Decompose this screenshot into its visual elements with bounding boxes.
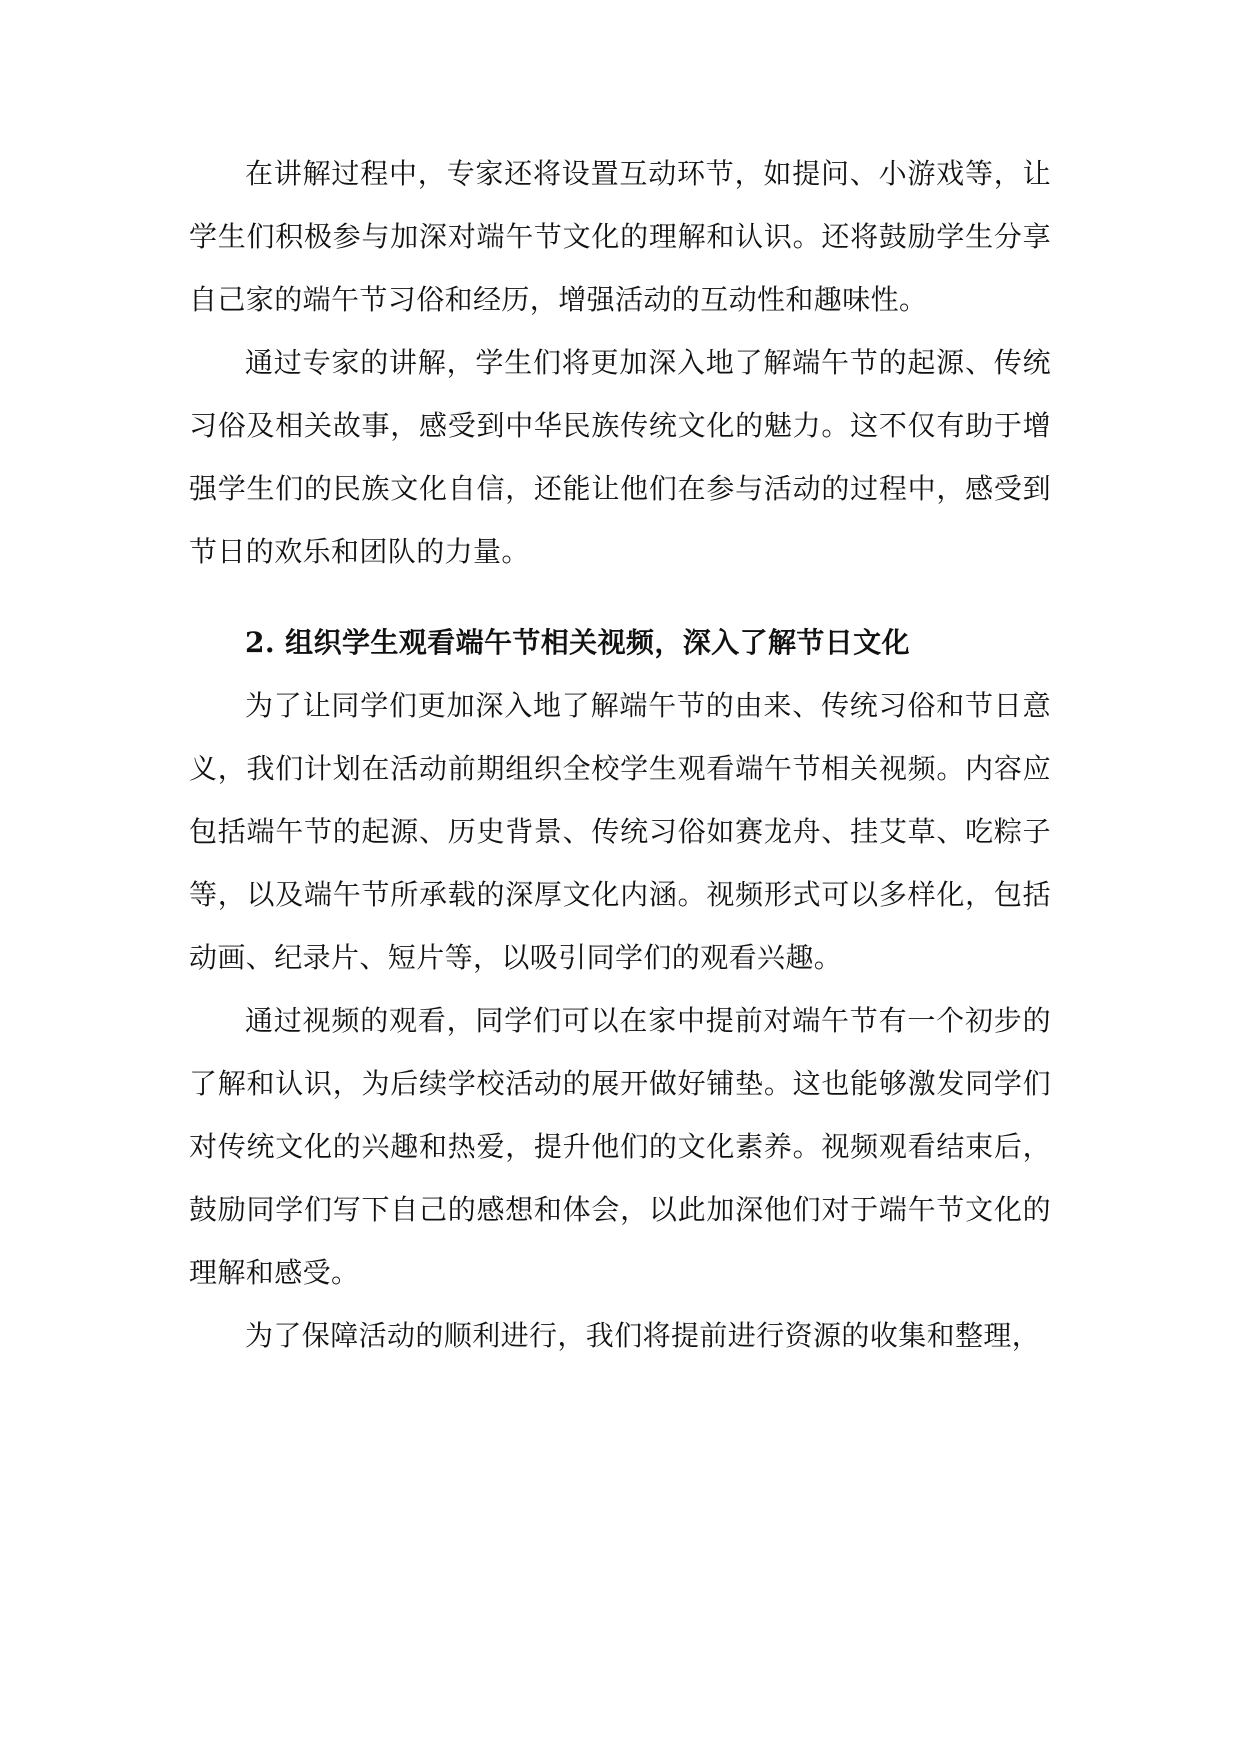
paragraph-video-benefits: 通过视频的观看，同学们可以在家中提前对端午节有一个初步的了解和认识，为后续学校活动的展开做好铺垫。这也能够激发同学们对传统文化的兴趣和热爱，提升他们的文化素养。视频观看结束后，鼓励同学们写下自己的感想和体会，以此加深他们对于端午节文化的理解和感受。 <box>189 1004 1051 1289</box>
paragraph-video-plan: 为了让同学们更加深入地了解端午节的由来、传统习俗和节日意义，我们计划在活动前期组织全校学生观看端午节相关视频。内容应包括端午节的起源、历史背景、传统习俗如赛龙舟、挂艾草、吃粽子等，以及端午节所承载的深厚文化内涵。视频形式可以多样化，包括动画、纪录片、短片等，以吸引同学们的观看兴趣。 <box>189 689 1051 974</box>
document-body <box>189 142 1051 1367</box>
paragraph-expert-explanation: 通过专家的讲解，学生们将更加深入地了解端午节的起源、传统习俗及相关故事，感受到中华民族传统文化的魅力。这不仅有助于增强学生们的民族文化自信，还能让他们在参与活动的过程中，感受到节日的欢乐和团队的力量。 <box>189 346 1051 568</box>
paragraph-resource-preparation: 为了保障活动的顺利进行，我们将提前进行资源的收集和整理， <box>245 1319 1041 1352</box>
section-heading: 2. 组织学生观看端午节相关视频，深入了解节日文化 <box>245 626 910 659</box>
paragraph-interactive-session: 在讲解过程中，专家还将设置互动环节，如提问、小游戏等，让学生们积极参与加深对端午节文化的理解和认识。还将鼓励学生分享自己家的端午节习俗和经历，增强活动的互动性和趣味性。 <box>189 157 1051 316</box>
